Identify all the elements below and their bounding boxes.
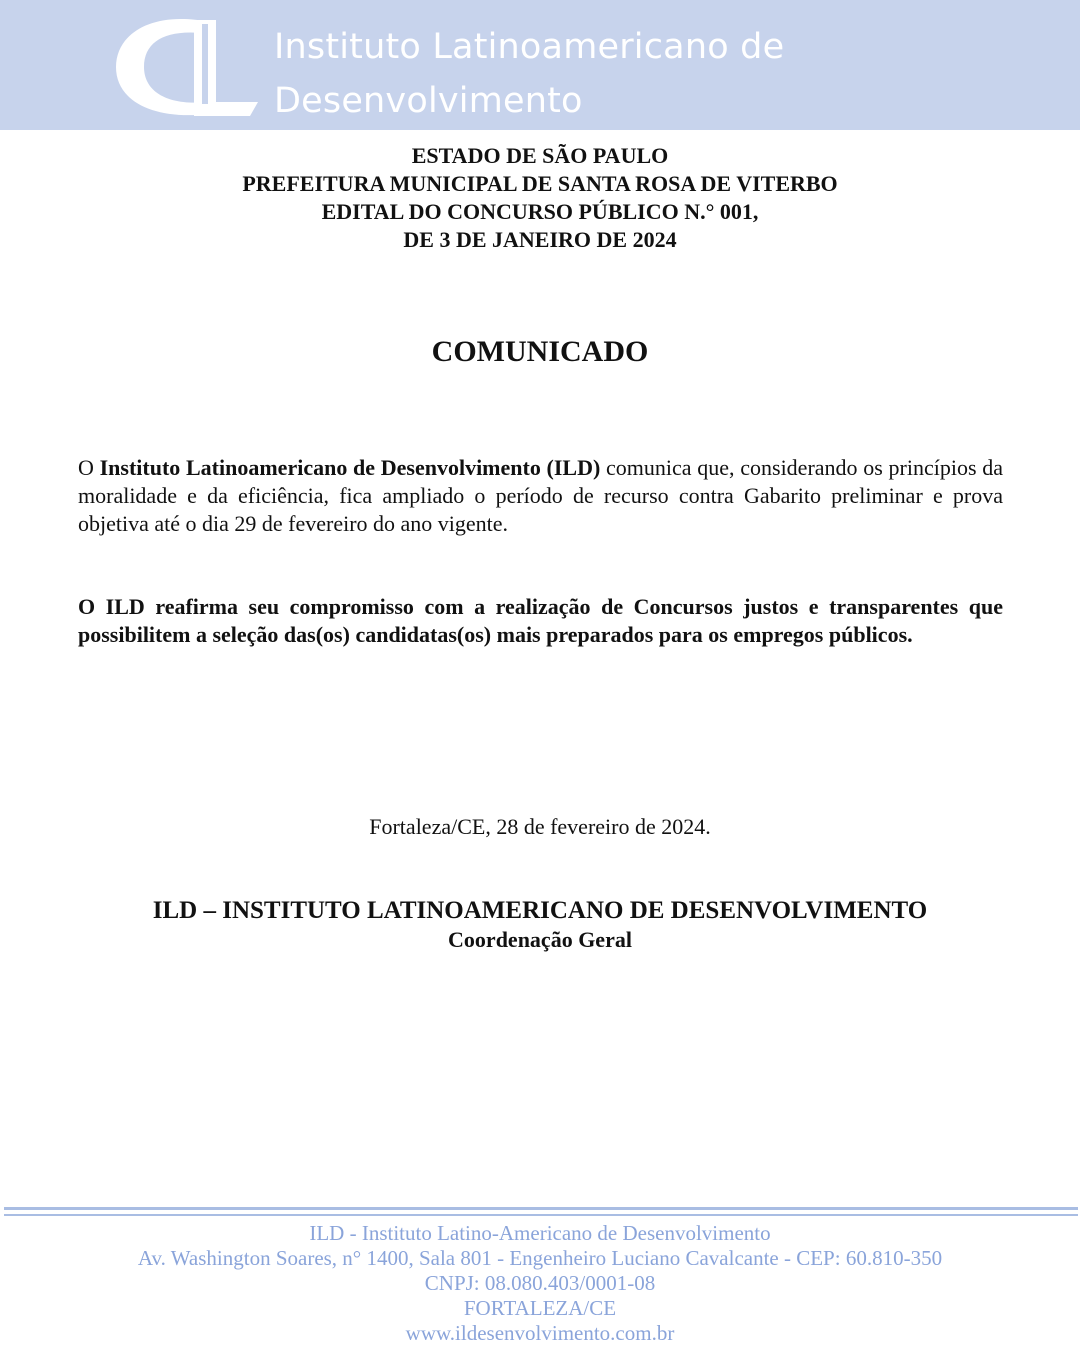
footer-city: FORTALEZA/CE (463, 1296, 617, 1320)
letterhead-title-line1: Instituto Latinoamericano de (274, 27, 785, 67)
heading-date: DE 3 DE JANEIRO DE 2024 (403, 227, 677, 252)
commitment-paragraph: O ILD reafirma seu compromisso com a realização de Concursos justos e transparentes que possibilitem a seleção das(os) candidatas(os) mais preparados para os empregos públicos. (78, 594, 1003, 647)
letterhead-band (0, 0, 1080, 130)
paragraph-text: comunica que, considerando os princípios da moralidade e da eficiência, fica ampliado o período de recurso contra Gabarito preliminar e prova objetiva até o dia 29 de fevereiro do ano vigente. (78, 455, 1003, 536)
paragraph-prefix: O (78, 455, 100, 480)
heading-edital: EDITAL DO CONCURSO PÚBLICO N.° 001, (321, 199, 759, 224)
signature-role: Coordenação Geral (448, 927, 632, 952)
document-title: COMUNICADO (431, 335, 649, 368)
document-heading (0, 142, 1080, 254)
letterhead-footer (0, 1221, 1080, 1346)
footer-divider (4, 1207, 1078, 1210)
footer-divider-secondary (4, 1214, 1078, 1216)
ild-logo-icon (110, 10, 260, 122)
signature-organization: ILD – INSTITUTO LATINOAMERICANO DE DESENVOLVIMENTO (152, 897, 928, 924)
place-and-date: Fortaleza/CE, 28 de fevereiro de 2024. (369, 814, 711, 839)
footer-org-name: ILD - Instituto Latino-Americano de Desenvolvimento (309, 1221, 771, 1245)
heading-state: ESTADO DE SÃO PAULO (411, 143, 669, 168)
footer-website-link[interactable]: www.ildesenvolvimento.com.br (405, 1321, 675, 1345)
heading-municipality: PREFEITURA MUNICIPAL DE SANTA ROSA DE VITERBO (242, 171, 838, 196)
footer-cnpj: CNPJ: 08.080.403/0001-08 (424, 1271, 656, 1295)
footer-address: Av. Washington Soares, n° 1400, Sala 801 - Engenheiro Luciano Cavalcante - CEP: 60.810-350 (137, 1246, 943, 1270)
announcement-paragraph (78, 454, 1003, 538)
letterhead-title (274, 20, 784, 128)
organization-name: Instituto Latinoamericano de Desenvolvimento (ILD) (99, 455, 601, 480)
letterhead-title-line2: Desenvolvimento (274, 81, 583, 121)
